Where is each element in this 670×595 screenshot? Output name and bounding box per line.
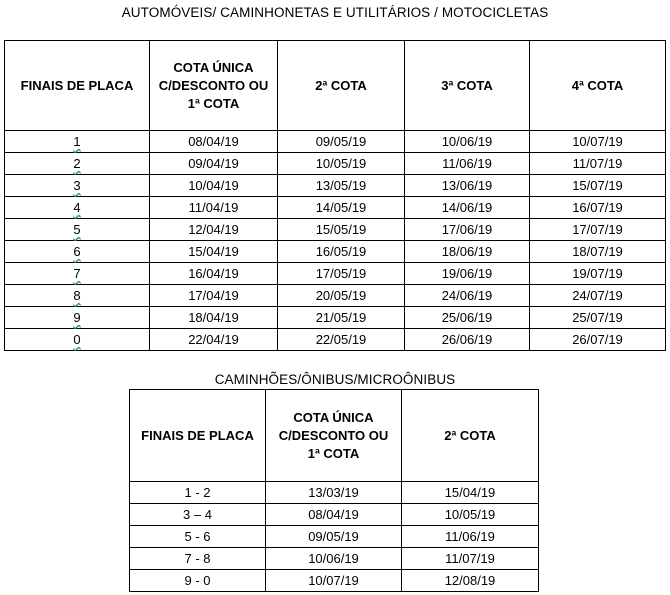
due-date-cell: 10/05/19: [278, 153, 405, 175]
plate-ending-cell: [5, 329, 150, 351]
plate-ending-cell: [5, 241, 150, 263]
plate-ending-cell: 5 - 6: [130, 526, 266, 548]
due-date-cell: 15/05/19: [278, 219, 405, 241]
due-date-cell: 19/06/19: [405, 263, 530, 285]
due-date-cell: 09/04/19: [150, 153, 278, 175]
due-date-cell: 15/07/19: [530, 175, 666, 197]
due-date-cell: 11/07/19: [402, 548, 539, 570]
due-date-cell: 16/07/19: [530, 197, 666, 219]
due-date-cell: 09/05/19: [278, 131, 405, 153]
table-row: [5, 175, 666, 197]
table-row: [5, 263, 666, 285]
due-date-cell: 10/05/19: [402, 504, 539, 526]
due-date-cell: 20/05/19: [278, 285, 405, 307]
automoveis-schedule-table: [4, 40, 666, 351]
table-row: [5, 153, 666, 175]
plate-ending-cell: [5, 131, 150, 153]
due-date-cell: 14/06/19: [405, 197, 530, 219]
table-row: [130, 504, 539, 526]
due-date-cell: 17/07/19: [530, 219, 666, 241]
table-row: [130, 548, 539, 570]
due-date-cell: 13/06/19: [405, 175, 530, 197]
header-cota-unica: COTA ÚNICA C/DESCONTO OU 1ª COTA: [150, 41, 278, 131]
table1-caption: AUTOMÓVEIS/ CAMINHONETAS E UTILITÁRIOS / MOTOCICLETAS: [121, 5, 549, 20]
due-date-cell: 17/06/19: [405, 219, 530, 241]
plate-ending-value: 6: [73, 244, 81, 259]
plate-ending-cell: [5, 153, 150, 175]
header-4a-cota: 4ª COTA: [530, 41, 666, 131]
plate-ending-cell: [5, 285, 150, 307]
plate-ending-value: 9: [73, 310, 81, 325]
plate-ending-cell: 1 - 2: [130, 482, 266, 504]
caminhoes-schedule-table: [129, 389, 539, 592]
due-date-cell: 14/05/19: [278, 197, 405, 219]
plate-ending-cell: 7 - 8: [130, 548, 266, 570]
due-date-cell: 18/06/19: [405, 241, 530, 263]
header-3a-cota: 3ª COTA: [405, 41, 530, 131]
due-date-cell: 10/07/19: [266, 570, 402, 592]
due-date-cell: 08/04/19: [150, 131, 278, 153]
plate-ending-value: 8: [73, 288, 81, 303]
plate-ending-value: 0: [73, 332, 81, 347]
plate-ending-value: 3: [73, 178, 81, 193]
header-2a-cota: 2ª COTA: [402, 390, 539, 482]
plate-ending-value: 1: [73, 134, 81, 149]
table-row: [5, 219, 666, 241]
plate-ending-cell: [5, 197, 150, 219]
due-date-cell: 17/05/19: [278, 263, 405, 285]
plate-ending-value: 4: [73, 200, 81, 215]
plate-ending-value: 5: [73, 222, 81, 237]
due-date-cell: 11/06/19: [405, 153, 530, 175]
table-header-row: [130, 390, 539, 482]
table-header-row: [5, 41, 666, 131]
table-row: [130, 526, 539, 548]
due-date-cell: 21/05/19: [278, 307, 405, 329]
due-date-cell: 24/06/19: [405, 285, 530, 307]
plate-ending-cell: 3 – 4: [130, 504, 266, 526]
due-date-cell: 25/07/19: [530, 307, 666, 329]
header-2a-cota: 2ª COTA: [278, 41, 405, 131]
due-date-cell: 26/06/19: [405, 329, 530, 351]
due-date-cell: 22/05/19: [278, 329, 405, 351]
due-date-cell: 12/04/19: [150, 219, 278, 241]
header-finais-de-placa: FINAIS DE PLACA: [130, 390, 266, 482]
due-date-cell: 18/07/19: [530, 241, 666, 263]
due-date-cell: 10/06/19: [266, 548, 402, 570]
due-date-cell: 11/06/19: [402, 526, 539, 548]
table2-caption: CAMINHÕES/ÔNIBUS/MICROÔNIBUS: [214, 372, 456, 387]
table-row: [5, 307, 666, 329]
header-cota-unica: COTA ÚNICA C/DESCONTO OU 1ª COTA: [266, 390, 402, 482]
due-date-cell: 10/07/19: [530, 131, 666, 153]
header-finais-de-placa: FINAIS DE PLACA: [5, 41, 150, 131]
plate-ending-cell: [5, 175, 150, 197]
due-date-cell: 18/04/19: [150, 307, 278, 329]
table-row: [5, 197, 666, 219]
due-date-cell: 26/07/19: [530, 329, 666, 351]
plate-ending-value: 7: [73, 266, 81, 281]
due-date-cell: 19/07/19: [530, 263, 666, 285]
due-date-cell: 10/06/19: [405, 131, 530, 153]
due-date-cell: 15/04/19: [402, 482, 539, 504]
due-date-cell: 22/04/19: [150, 329, 278, 351]
table-row: [5, 329, 666, 351]
due-date-cell: 16/04/19: [150, 263, 278, 285]
due-date-cell: 11/04/19: [150, 197, 278, 219]
due-date-cell: 13/03/19: [266, 482, 402, 504]
plate-ending-cell: [5, 307, 150, 329]
due-date-cell: 10/04/19: [150, 175, 278, 197]
due-date-cell: 11/07/19: [530, 153, 666, 175]
due-date-cell: 16/05/19: [278, 241, 405, 263]
plate-ending-value: 2: [73, 156, 81, 171]
due-date-cell: 25/06/19: [405, 307, 530, 329]
due-date-cell: 13/05/19: [278, 175, 405, 197]
due-date-cell: 17/04/19: [150, 285, 278, 307]
due-date-cell: 09/05/19: [266, 526, 402, 548]
due-date-cell: 08/04/19: [266, 504, 402, 526]
plate-ending-cell: [5, 263, 150, 285]
plate-ending-cell: 9 - 0: [130, 570, 266, 592]
table-row: [5, 131, 666, 153]
due-date-cell: 15/04/19: [150, 241, 278, 263]
table-row: [5, 285, 666, 307]
due-date-cell: 12/08/19: [402, 570, 539, 592]
table-row: [130, 482, 539, 504]
due-date-cell: 24/07/19: [530, 285, 666, 307]
table-row: [130, 570, 539, 592]
plate-ending-cell: [5, 219, 150, 241]
table-row: [5, 241, 666, 263]
